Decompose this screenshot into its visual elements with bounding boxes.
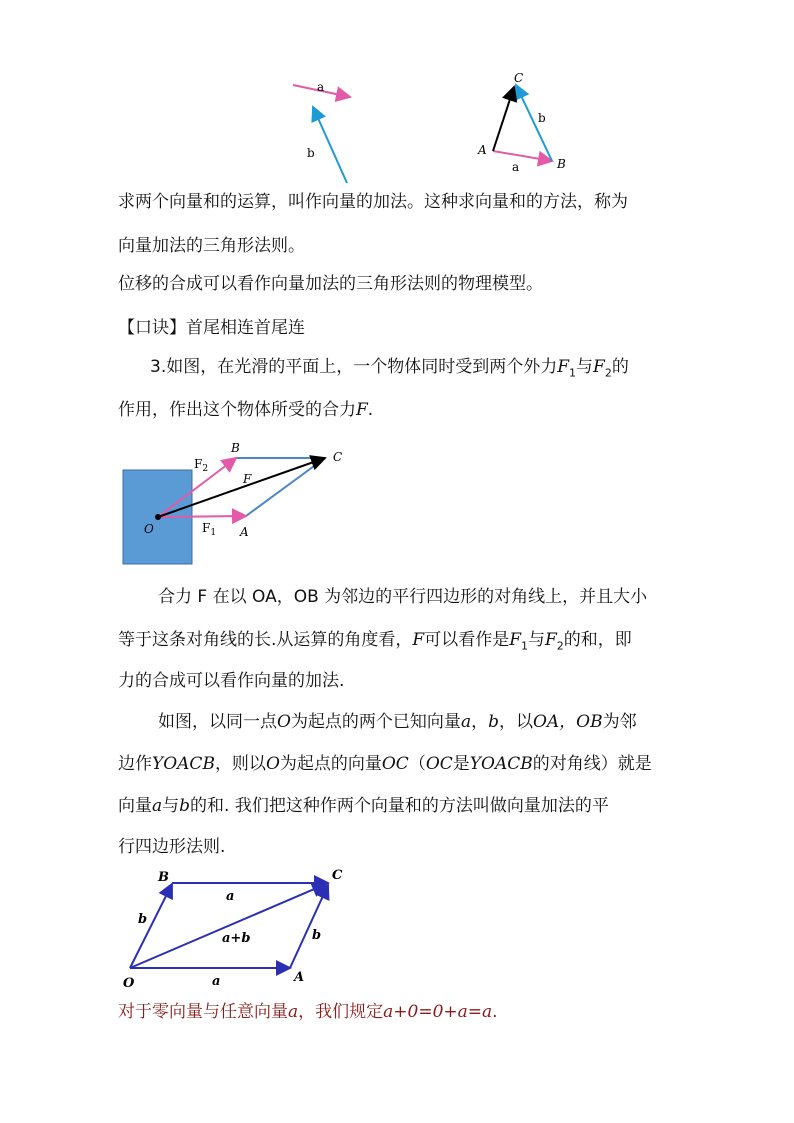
label-a-top: a xyxy=(226,889,235,904)
label-b-right: b xyxy=(312,928,322,943)
figure-force-parallelogram xyxy=(118,440,358,568)
paragraph-line: 合力 F 在以 OA，OB 为邻边的平行四边形的对角线上，并且大小 xyxy=(158,587,648,607)
paragraph-line: 如图，以同一点O为起点的两个已知向量a，b，以OA，OB为邻 xyxy=(158,712,637,732)
triangle-sum-arrow xyxy=(493,87,514,151)
triangle-a-arrow xyxy=(493,151,552,161)
label-F1: $F_1$ xyxy=(202,521,217,538)
point-A-label: A xyxy=(478,143,487,157)
point-B-label: B xyxy=(557,157,566,171)
label-F: F xyxy=(243,472,252,486)
force-F1-arrow xyxy=(158,516,246,517)
paragraph-line: 等于这条对角线的长.从运算的角度看，F可以看作是$F_1$与$F_2$的和，即 xyxy=(118,630,632,653)
question-3-line-1: 3.如图，在光滑的平面上，一个物体同时受到两个外力$F_1$与$F_2$的 xyxy=(150,357,629,380)
label-b-left: b xyxy=(307,146,315,160)
label-C: C xyxy=(333,450,343,464)
label-O: O xyxy=(144,522,154,536)
label-B: B xyxy=(158,870,169,885)
paragraph-line: 力的合成可以看作向量的加法. xyxy=(118,671,345,691)
paragraph-line: 向量a与b的和. 我们把这种作两个向量和的方法叫做向量加法的平 xyxy=(118,796,609,816)
label-O: O xyxy=(123,976,135,991)
koujue-line: 【口诀】首尾相连首尾连 xyxy=(118,318,305,338)
question-3-line-2: 作用，作出这个物体所受的合力F. xyxy=(118,400,374,420)
paragraph-line: 向量加法的三角形法则。 xyxy=(118,236,305,256)
point-O xyxy=(155,514,161,520)
label-b-right: b xyxy=(538,111,546,125)
label-b-left: b xyxy=(138,912,148,927)
paragraph-line: 求两个向量和的运算，叫作向量的加法。这种求向量和的方法，称为 xyxy=(118,192,628,212)
label-a-left: a xyxy=(317,80,325,94)
label-C: C xyxy=(332,868,343,883)
label-B: B xyxy=(231,441,240,455)
paragraph-line: 行四边形法则. xyxy=(118,837,226,857)
label-sum: a+b xyxy=(222,931,251,946)
figure-parallelogram-rule xyxy=(118,863,358,995)
side-AC xyxy=(246,458,325,516)
label-a-bottom: a xyxy=(212,974,221,989)
triangle-b-arrow xyxy=(516,85,552,161)
point-C-label: C xyxy=(514,71,524,85)
label-a-right: a xyxy=(512,160,520,174)
label-A: A xyxy=(240,525,249,539)
label-F2: $F_2$ xyxy=(194,457,209,474)
vector-b-arrow xyxy=(313,107,347,183)
paragraph-line: 位移的合成可以看作向量加法的三角形法则的物理模型。 xyxy=(118,274,543,294)
figure-vectors-a-b xyxy=(280,65,590,190)
label-A: A xyxy=(294,970,305,985)
paragraph-line: 边作YOACB，则以O为起点的向量OC（OC是YOACB的对角线）就是 xyxy=(118,754,652,774)
vector-OB xyxy=(130,884,172,968)
zero-vector-rule: 对于零向量与任意向量a，我们规定a+0=0+a=a. xyxy=(118,1002,498,1022)
